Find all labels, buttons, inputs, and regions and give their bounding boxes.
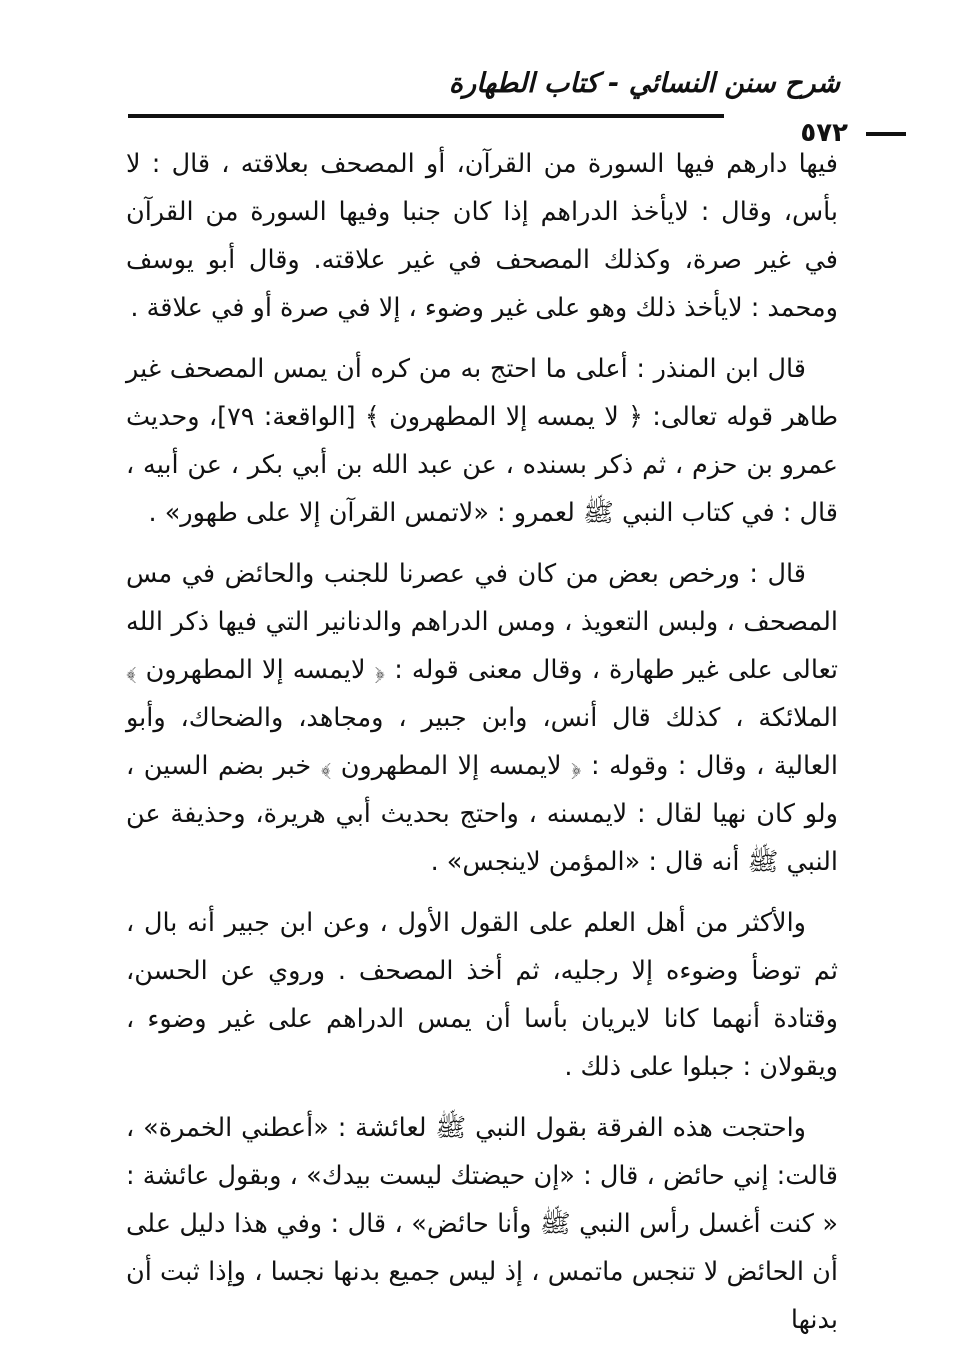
- running-header: [128, 68, 848, 148]
- paragraph-5: واحتجت هذه الفرقة بقول النبي ﷺ لعائشة : «أعطني الخمرة» ، قالت: إني حائض ، قال : «إن حيضتك ليست بيدك» ، وبقول عائشة : « كنت أغسل رأس النبي ﷺ وأنا حائض» ، قال : وفي هذا دليل على أن الحائض لا تنجس ماتمس ، إذ ليس جميع بدنها نجسا ، وإذا ثبت أن بدنها: [126, 1113, 838, 1335]
- body-text: [126, 140, 838, 1344]
- paragraph-4: والأكثر من أهل العلم على القول الأول ، وعن ابن جبير أنه بال ، ثم توضأ وضوءه إلا رجليه، ثم أخذ المصحف . وروي عن الحسن، وقتادة أنهما كانا لايريان بأسا أن يمس الدراهم على غير وضوء ، ويقولان : جبلوا على ذلك .: [126, 908, 838, 1082]
- page-number-dash: [866, 132, 906, 136]
- paragraph-3: قال : ورخص بعض من كان في عصرنا للجنب والحائض في مس المصحف ، ولبس التعويذ ، ومس الدراهم والدنانير التي فيها ذكر الله تعالى على غير طهارة ، وقال معنى قوله : ﴿ لايمسه إلا المطهرون ﴾ الملائكة ، كذلك قال أنس، وابن جبير ، ومجاهد، والضحاك، وأبو العالية ، وقال : وقوله : ﴿ لايمسه إلا المطهرون ﴾ خبر بضم السين ، ولو كان نهيا لقال : لايمسنه ، واحتج بحديث أبي هريرة، وحذيفة عن النبي ﷺ أنه قال : «المؤمن لاينجس» .: [126, 559, 838, 877]
- header-title: شرح سنن النسائي - كتاب الطهارة: [448, 68, 840, 99]
- page-number: ٥٧٢: [800, 118, 848, 148]
- header-rule: [128, 114, 724, 118]
- paragraph-2: قال ابن المنذر : أعلى ما احتج به من كره أن يمس المصحف غير طاهر قوله تعالى: ﴿ لا يمسه إلا المطهرون ﴾ [الواقعة: ٧٩]، وحديث عمرو بن حزم ، ثم ذكر بسنده ، عن عبد الله بن أبي بكر ، عن أبيه ، قال : في كتاب النبي ﷺ لعمرو : «لاتمس القرآن إلا على طهور» .: [126, 354, 838, 528]
- paragraph-1: فيها دارهم فيها السورة من القرآن، أو المصحف بعلاقته ، قال : لا بأس، وقال : لايأخذ الدراهم إذا كان جنبا وفيها السورة من القرآن في غير صرة، وكذلك المصحف في غير علاقته. وقال أبو يوسف ومحمد : لايأخذ ذلك وهو على غير وضوء ، إلا في صرة أو في علاقة .: [126, 149, 838, 323]
